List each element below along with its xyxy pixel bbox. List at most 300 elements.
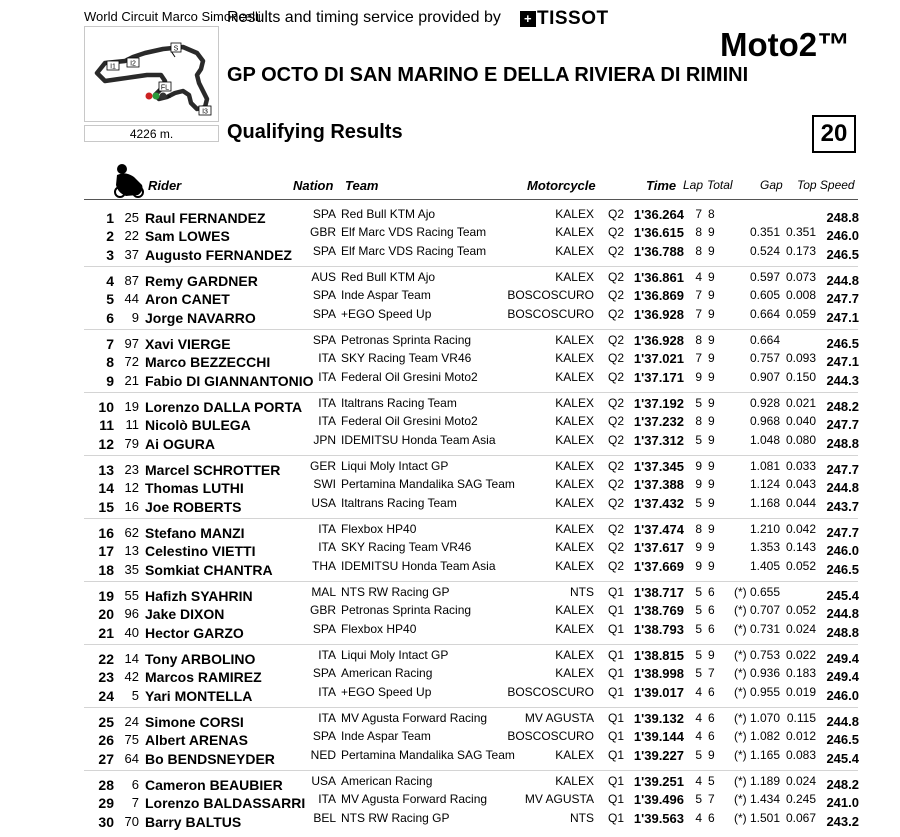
- nation: MAL: [311, 585, 336, 599]
- total-laps: 9: [708, 225, 715, 240]
- position: 2: [106, 228, 114, 245]
- col-header-gap: Gap: [760, 178, 783, 192]
- session: Q1: [608, 603, 625, 618]
- group-divider: [84, 770, 858, 771]
- team-name: MV Agusta Forward Racing: [341, 792, 488, 807]
- circuit-map-icon: [85, 27, 218, 121]
- team-name: IDEMITSU Honda Team Asia: [341, 432, 496, 447]
- lap-number: 7: [695, 306, 702, 321]
- team-name: SKY Racing Team VR46: [341, 540, 472, 555]
- nation: SPA: [312, 288, 336, 303]
- top-speed: 244.8: [826, 273, 859, 288]
- rider-number: 16: [124, 498, 139, 514]
- nation: USA: [311, 774, 336, 788]
- team-name: Federal Oil Gresini Moto2: [341, 414, 478, 429]
- session: Q2: [608, 540, 625, 555]
- position: 20: [98, 606, 114, 623]
- team-name: NTS RW Racing GP: [341, 585, 450, 599]
- rider-number: 75: [124, 732, 139, 748]
- lap-number: 5: [695, 747, 702, 762]
- nation: GBR: [309, 603, 336, 618]
- table-row: [0, 648, 900, 666]
- table-row: [0, 496, 900, 514]
- lap-number: 5: [695, 432, 702, 447]
- lap-time: 1'36.869: [633, 288, 684, 304]
- position: 1: [106, 210, 114, 226]
- nation: GBR: [309, 225, 336, 240]
- gap-first: (*) 1.070: [733, 711, 780, 725]
- motorcycle: KALEX: [555, 558, 594, 573]
- gap-previous: 0.021: [785, 396, 816, 410]
- nation: ITA: [318, 396, 336, 410]
- lap-time: 1'38.769: [633, 603, 684, 619]
- lap-time: 1'36.788: [633, 243, 684, 259]
- rider-name: Barry BALTUS: [145, 813, 242, 830]
- rider-number: 19: [124, 399, 139, 414]
- nation: NED: [310, 747, 336, 762]
- gap-previous: 0.024: [785, 621, 816, 636]
- lap-number: 4: [695, 270, 702, 284]
- rider-number: 6: [131, 777, 139, 792]
- motorcycle: KALEX: [555, 351, 594, 366]
- nation: SPA: [312, 333, 336, 347]
- motorcycle: KALEX: [555, 603, 594, 618]
- gap-first: 1.168: [749, 495, 780, 510]
- position: 25: [98, 714, 114, 730]
- rider-name: Sam LOWES: [145, 228, 230, 245]
- gap-first: (*) 0.955: [733, 684, 780, 699]
- motorcycle: KALEX: [555, 522, 594, 536]
- motorcycle: MV AGUSTA: [524, 711, 594, 725]
- position: 28: [98, 777, 114, 793]
- rider-name: Albert ARENAS: [145, 732, 248, 749]
- lap-time: 1'37.388: [633, 477, 684, 493]
- lap-number: 4: [695, 810, 702, 825]
- lap-number: 5: [695, 666, 702, 681]
- motorcycle: KALEX: [555, 432, 594, 447]
- rider-number: 25: [124, 210, 139, 225]
- top-speed: 241.0: [826, 795, 859, 811]
- gap-previous: 0.033: [785, 459, 816, 473]
- lap-number: 5: [695, 603, 702, 618]
- top-speed: 247.7: [826, 525, 859, 540]
- swiss-cross-icon: +: [520, 11, 536, 27]
- table-row: [0, 711, 900, 729]
- top-speed: 249.4: [826, 669, 859, 685]
- col-header-total: Total: [707, 178, 733, 192]
- nation: ITA: [318, 648, 336, 662]
- lap-number: 7: [695, 288, 702, 303]
- table-row: [0, 774, 900, 792]
- team-name: Petronas Sprinta Racing: [341, 333, 472, 347]
- total-laps: 9: [708, 432, 715, 447]
- table-row: [0, 522, 900, 540]
- map-label-i1: I1: [110, 63, 116, 71]
- total-laps: 9: [708, 558, 715, 573]
- position: 6: [106, 309, 114, 326]
- rider-number: 42: [124, 669, 139, 685]
- lap-number: 7: [695, 207, 702, 221]
- session: Q2: [608, 225, 625, 240]
- nation: USA: [311, 495, 336, 510]
- lap-time: 1'37.232: [633, 414, 684, 430]
- top-speed: 244.8: [826, 714, 859, 729]
- map-label-i2: I2: [130, 60, 136, 68]
- gap-previous: 0.042: [785, 522, 816, 536]
- series-title: Moto2™: [720, 26, 851, 63]
- group-divider: [84, 392, 858, 393]
- lap-time: 1'37.432: [633, 495, 684, 511]
- gap-first: 1.405: [749, 558, 780, 573]
- rider-name: Lorenzo BALDASSARRI: [145, 795, 306, 812]
- position: 22: [98, 651, 114, 667]
- nation: ITA: [318, 540, 336, 555]
- top-speed: 248.2: [826, 777, 859, 792]
- lap-number: 5: [695, 648, 702, 662]
- gap-first: 0.524: [749, 243, 780, 258]
- team-name: SKY Racing Team VR46: [341, 351, 472, 366]
- gap-first: (*) 1.434: [733, 792, 780, 807]
- gap-previous: 0.052: [785, 603, 816, 618]
- nation: SWI: [313, 477, 336, 492]
- lap-time: 1'39.563: [633, 810, 684, 826]
- table-row: [0, 666, 900, 684]
- session: Q2: [608, 207, 625, 221]
- rider-number: 55: [124, 588, 139, 603]
- page-number: 20: [812, 115, 856, 153]
- gap-previous: 0.043: [785, 477, 816, 492]
- gap-previous: 0.080: [785, 432, 816, 447]
- lap-time: 1'36.615: [633, 225, 684, 241]
- rider-number: 40: [124, 624, 139, 640]
- total-laps: 6: [708, 810, 715, 825]
- session: Q2: [608, 432, 625, 447]
- team-name: Italtrans Racing Team: [341, 495, 457, 510]
- session-title: Qualifying Results: [227, 121, 403, 143]
- gap-previous: 0.351: [785, 225, 816, 240]
- table-row: [0, 396, 900, 414]
- total-laps: 6: [708, 603, 715, 618]
- position: 9: [106, 372, 114, 389]
- gap-first: 0.757: [749, 351, 780, 366]
- lap-number: 4: [695, 729, 702, 744]
- rider-name: Simone CORSI: [145, 714, 244, 730]
- total-laps: 9: [708, 540, 715, 555]
- gap-previous: 0.012: [785, 729, 816, 744]
- gap-previous: 0.083: [785, 747, 816, 762]
- lap-number: 4: [695, 711, 702, 725]
- total-laps: 7: [708, 792, 715, 807]
- gap-previous: 0.245: [785, 792, 816, 807]
- col-header-lap: Lap: [683, 178, 704, 192]
- table-row: [0, 792, 900, 810]
- nation: ITA: [318, 684, 336, 699]
- lap-number: 9: [695, 459, 702, 473]
- top-speed: 246.0: [826, 228, 859, 244]
- lap-time: 1'37.021: [633, 351, 684, 367]
- team-name: NTS RW Racing GP: [341, 810, 450, 825]
- position: 5: [106, 291, 114, 308]
- position: 16: [98, 525, 114, 541]
- total-laps: 6: [708, 711, 715, 725]
- team-name: Federal Oil Gresini Moto2: [341, 369, 478, 384]
- rider-name: Marcos RAMIREZ: [145, 669, 262, 686]
- col-header-nation: Nation: [293, 178, 334, 193]
- gap-previous: 0.024: [785, 774, 816, 788]
- sponsor-logo: [520, 8, 609, 30]
- total-laps: 9: [708, 243, 715, 258]
- rider-number: 9: [131, 309, 139, 325]
- lap-number: 5: [695, 495, 702, 510]
- total-laps: 9: [708, 648, 715, 662]
- rider-name: Yari MONTELLA: [145, 687, 253, 704]
- gap-first: 0.664: [749, 333, 780, 347]
- top-speed: 243.7: [826, 498, 859, 514]
- gap-previous: 0.173: [785, 243, 816, 258]
- session: Q2: [608, 351, 625, 366]
- gap-previous: 0.143: [785, 540, 816, 555]
- rider-name: Xavi VIERGE: [145, 336, 231, 352]
- nation: AUS: [311, 270, 336, 284]
- gap-first: 1.081: [749, 459, 780, 473]
- rider-name: Bo BENDSNEYDER: [145, 750, 275, 767]
- rider-name: Stefano MANZI: [145, 525, 245, 541]
- session: Q1: [608, 666, 625, 681]
- map-label-s: S: [173, 45, 179, 53]
- lap-number: 9: [695, 477, 702, 492]
- rider-name: Augusto FERNANDEZ: [145, 246, 292, 263]
- motorcycle: KALEX: [555, 621, 594, 636]
- total-laps: 9: [708, 477, 715, 492]
- table-row: [0, 288, 900, 306]
- session: Q1: [608, 747, 625, 762]
- rider-number: 35: [124, 561, 139, 577]
- team-name: Flexbox HP40: [341, 621, 417, 636]
- session: Q2: [608, 333, 625, 347]
- gap-previous: 0.019: [785, 684, 816, 699]
- lap-time: 1'37.312: [633, 432, 684, 448]
- position: 27: [98, 750, 114, 767]
- rider-name: Lorenzo DALLA PORTA: [145, 399, 303, 415]
- gap-first: 1.210: [749, 522, 780, 536]
- team-name: American Racing: [341, 774, 433, 788]
- rider-name: Thomas LUTHI: [145, 480, 244, 497]
- lap-time: 1'39.144: [633, 729, 684, 745]
- top-speed: 244.3: [826, 372, 859, 388]
- table-row: [0, 459, 900, 477]
- rider-name: Hector GARZO: [145, 624, 244, 641]
- session: Q2: [608, 306, 625, 321]
- gap-first: 0.351: [749, 225, 780, 240]
- position: 15: [98, 498, 114, 515]
- session: Q1: [608, 621, 625, 636]
- top-speed: 245.4: [826, 750, 859, 766]
- gap-previous: 0.067: [785, 810, 816, 825]
- gap-first: (*) 0.655: [733, 585, 780, 599]
- team-name: Red Bull KTM Ajo: [341, 270, 436, 284]
- session: Q1: [608, 774, 625, 788]
- col-header-rider: Rider: [148, 178, 182, 193]
- position: 7: [106, 336, 114, 352]
- gap-previous: 0.093: [785, 351, 816, 366]
- lap-number: 5: [695, 792, 702, 807]
- session: Q1: [608, 792, 625, 807]
- rider-name: Ai OGURA: [145, 435, 215, 452]
- group-divider: [84, 581, 858, 582]
- team-name: +EGO Speed Up: [341, 684, 432, 699]
- nation: ITA: [318, 351, 336, 366]
- table-row: [0, 207, 900, 225]
- session: Q2: [608, 288, 625, 303]
- gap-first: (*) 1.501: [733, 810, 780, 825]
- position: 14: [98, 480, 114, 497]
- total-laps: 9: [708, 495, 715, 510]
- rider-name: Somkiat CHANTRA: [145, 561, 273, 578]
- rider-name: Marco BEZZECCHI: [145, 354, 271, 371]
- team-name: MV Agusta Forward Racing: [341, 711, 488, 725]
- motorcycle: BOSCOSCURO: [507, 684, 594, 699]
- total-laps: 9: [708, 459, 715, 473]
- top-speed: 248.8: [826, 210, 859, 225]
- table-row: [0, 540, 900, 558]
- rider-name: Marcel SCHROTTER: [145, 462, 281, 478]
- gap-previous: 0.059: [785, 306, 816, 321]
- lap-time: 1'36.928: [633, 306, 684, 322]
- map-label-i3: I3: [202, 108, 208, 116]
- lap-time: 1'39.132: [633, 711, 684, 726]
- gap-first: 0.664: [749, 306, 780, 321]
- total-laps: 9: [708, 414, 715, 429]
- motorcycle: KALEX: [555, 747, 594, 762]
- nation: GER: [309, 459, 336, 473]
- motorcycle: KALEX: [555, 225, 594, 240]
- svg-text:×: ×: [167, 94, 172, 101]
- rider-number: 72: [124, 354, 139, 370]
- rider-name: Cameron BEAUBIER: [145, 777, 283, 793]
- gap-first: 1.353: [749, 540, 780, 555]
- gap-previous: 0.115: [786, 711, 816, 725]
- map-label-fl: FL: [160, 84, 170, 92]
- position: 26: [98, 732, 114, 749]
- nation: BEL: [313, 810, 336, 825]
- total-laps: 5: [708, 774, 715, 788]
- rider-name: Remy GARDNER: [145, 273, 258, 289]
- motorcycle: KALEX: [555, 414, 594, 429]
- top-speed: 247.7: [826, 417, 859, 433]
- top-speed: 244.8: [826, 606, 859, 622]
- lap-number: 8: [695, 243, 702, 258]
- motorcycle: KALEX: [555, 477, 594, 492]
- top-speed: 247.7: [826, 462, 859, 477]
- gap-first: (*) 0.936: [733, 666, 780, 681]
- col-header-time: Time: [646, 178, 677, 193]
- total-laps: 9: [708, 351, 715, 366]
- gap-first: 0.597: [749, 270, 780, 284]
- table-row: [0, 307, 900, 325]
- motorcycle: MV AGUSTA: [524, 792, 594, 807]
- team-name: Flexbox HP40: [341, 522, 417, 536]
- position: 24: [98, 687, 114, 704]
- rider-number: 13: [124, 543, 139, 559]
- group-divider: [84, 266, 858, 267]
- lap-time: 1'39.227: [633, 747, 684, 763]
- motorcycle: BOSCOSCURO: [507, 306, 594, 321]
- rider-name: Joe ROBERTS: [145, 498, 242, 515]
- top-speed: 248.2: [826, 399, 859, 414]
- team-name: Petronas Sprinta Racing: [341, 603, 472, 618]
- total-laps: 9: [708, 288, 715, 303]
- rider-number: 12: [124, 480, 139, 496]
- lap-time: 1'38.793: [633, 621, 684, 637]
- table-row: [0, 270, 900, 288]
- lap-time: 1'38.717: [633, 585, 684, 600]
- rider-number: 70: [124, 813, 139, 829]
- gap-previous: 0.073: [785, 270, 816, 284]
- lap-number: 4: [695, 684, 702, 699]
- gap-previous: 0.052: [785, 558, 816, 573]
- lap-time: 1'36.861: [633, 270, 684, 285]
- group-divider: [84, 518, 858, 519]
- top-speed: 248.8: [826, 435, 859, 451]
- table-row: [0, 603, 900, 621]
- motorcycle: KALEX: [555, 396, 594, 410]
- table-row: [0, 559, 900, 577]
- table-row: [0, 244, 900, 262]
- top-speed: 247.1: [826, 309, 859, 325]
- rider-number: 44: [124, 291, 139, 307]
- motorcycle: KALEX: [555, 648, 594, 662]
- col-header-team: Team: [345, 178, 379, 193]
- nation: SPA: [312, 243, 336, 258]
- team-name: Inde Aspar Team: [341, 729, 431, 744]
- gap-first: (*) 0.731: [733, 621, 780, 636]
- lap-number: 7: [695, 351, 702, 366]
- lap-time: 1'39.251: [633, 774, 684, 789]
- total-laps: 9: [708, 333, 715, 347]
- position: 12: [98, 435, 114, 452]
- circuit-map: [84, 26, 219, 122]
- top-speed: 246.5: [826, 732, 859, 748]
- rider-number: 24: [124, 714, 139, 729]
- session: Q1: [608, 684, 625, 699]
- sponsor-logo-text: TISSOT: [537, 8, 609, 29]
- motorcycle: KALEX: [555, 207, 594, 221]
- position: 18: [98, 561, 114, 578]
- lap-number: 5: [695, 621, 702, 636]
- table-row: [0, 351, 900, 369]
- table-row: [0, 622, 900, 640]
- session: Q2: [608, 495, 625, 510]
- motorcycle: KALEX: [555, 774, 594, 788]
- top-speed: 244.8: [826, 480, 859, 496]
- motorcycle: BOSCOSCURO: [507, 729, 594, 744]
- gap-previous: 0.044: [785, 495, 816, 510]
- rider-number: 7: [131, 795, 139, 811]
- motorcycle: KALEX: [555, 270, 594, 284]
- gap-first: (*) 0.707: [733, 603, 780, 618]
- gp-title: GP OCTO DI SAN MARINO E DELLA RIVIERA DI RIMINI: [227, 64, 749, 86]
- lap-number: 5: [695, 585, 702, 599]
- session: Q1: [608, 585, 625, 599]
- rider-number: 21: [124, 372, 139, 388]
- team-name: Red Bull KTM Ajo: [341, 207, 436, 221]
- top-speed: 248.8: [826, 624, 859, 640]
- header-divider: [84, 199, 858, 200]
- motorcycle: KALEX: [555, 369, 594, 384]
- motorcycle: KALEX: [555, 333, 594, 347]
- rider-number: 96: [124, 606, 139, 622]
- gap-first: 1.124: [749, 477, 780, 492]
